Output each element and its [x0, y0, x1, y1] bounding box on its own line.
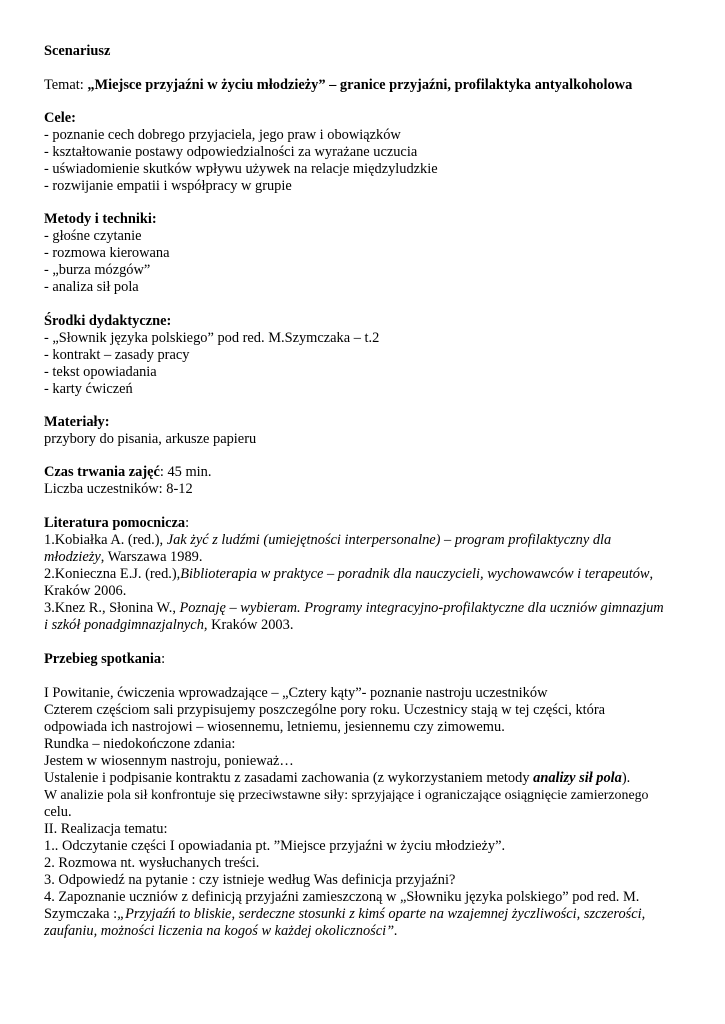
method-emphasis: analizy sił pola: [533, 770, 622, 786]
course-paragraph: W analizie pola sił konfrontuje się przeciwstawne siły: sprzyjające i ograniczające osiągnięcie zamierzonego: [44, 788, 649, 803]
literature-colon: :: [185, 515, 190, 531]
duration-value: : 45 min.: [159, 464, 212, 480]
literature-ref-2-cont: Kraków 2006.: [44, 583, 127, 599]
course-paragraph: 1.. Odczytanie części I opowiadania pt. ”Miejsce przyjaźni w życiu młodzieży”.: [44, 838, 506, 854]
literature-ref-3: 3.Knez R., Słonina W., Poznaję – wybieram. Programy integracyjno-profilaktyczne dla uczniów gimnazjum: [44, 600, 664, 616]
literature-ref-2: 2.Konieczna E.J. (red.),Biblioterapia w praktyce – poradnik dla nauczycieli, wychowawców i terapeutów,: [44, 566, 654, 582]
topic-label: Temat:: [44, 77, 88, 93]
course-paragraph: Rundka – niedokończone zdania:: [44, 736, 236, 752]
course-paragraph: Szymczaka :„Przyjaźń to bliskie, serdeczne stosunki z kimś oparte na wzajemnej życzliwości, szczerości,: [44, 906, 646, 922]
resource-item: - karty ćwiczeń: [44, 381, 133, 397]
goal-item: - uświadomienie skutków wpływu używek na relacje międzyludzkie: [44, 161, 438, 177]
method-item: - głośne czytanie: [44, 228, 142, 244]
literature-heading-line: [44, 515, 189, 532]
goal-item: - rozwijanie empatii i współpracy w grupie: [44, 178, 292, 194]
course-paragraph: 2. Rozmowa nt. wysłuchanych treści.: [44, 855, 260, 871]
literature-ref-1-cont: młodzieży, Warszawa 1989.: [44, 549, 203, 565]
topic-text: „Miejsce przyjaźni w życiu młodzieży” – granice przyjaźni, profilaktyka antyalkoholowa: [87, 77, 633, 93]
ref-2-title: Biblioterapia w praktyce – poradnik dla nauczycieli, wychowawców i terapeutów: [180, 566, 650, 582]
ref-1-title: Jak żyć z ludźmi (umiejętności interpersonalne) – program profilaktyczny dla: [166, 532, 612, 548]
course-paragraph: Ustalenie i podpisanie kontraktu z zasadami zachowania (z wykorzystaniem metody analizy sił pola).: [44, 770, 631, 786]
literature-ref-1: 1.Kobiałka A. (red.), Jak żyć z ludźmi (umiejętności interpersonalne) – program profilaktyczny dla: [44, 532, 612, 548]
course-paragraph: II. Realizacja tematu:: [44, 821, 168, 837]
course-paragraph: 3. Odpowiedź na pytanie : czy istnieje według Was definicja przyjaźni?: [44, 872, 456, 888]
course-paragraph: celu.: [44, 804, 72, 820]
course-paragraph: Jestem w wiosennym nastroju, ponieważ…: [44, 753, 294, 769]
course-paragraph: I Powitanie, ćwiczenia wprowadzające – „Cztery kąty”- poznanie nastroju uczestników: [44, 685, 548, 701]
method-item: - analiza sił pola: [44, 279, 139, 295]
definition-quote: „Przyjaźń to bliskie, serdeczne stosunki z kimś oparte na wzajemnej życzliwości, szczerości,: [117, 906, 646, 922]
definition-quote-cont: zaufaniu, możności liczenia na kogoś w każdej okoliczności”.: [44, 923, 398, 939]
ref-3-title: Poznaję – wybieram.: [179, 600, 301, 616]
method-item: - „burza mózgów”: [44, 262, 151, 278]
materials-heading: Materiały:: [44, 414, 110, 430]
document-title: Scenariusz: [44, 43, 111, 59]
course-paragraph: odpowiada ich nastrojowi – wiosennemu, letniemu, jesiennemu czy zimowemu.: [44, 719, 505, 735]
goals-heading: Cele:: [44, 110, 76, 126]
methods-heading: Metody i techniki:: [44, 211, 157, 227]
resource-item: - kontrakt – zasady pracy: [44, 347, 190, 363]
goal-item: - kształtowanie postawy odpowiedzialności za wyrażane uczucia: [44, 144, 418, 160]
goal-item: - poznanie cech dobrego przyjaciela, jego praw i obowiązków: [44, 127, 401, 143]
method-item: - rozmowa kierowana: [44, 245, 170, 261]
topic-line: [44, 77, 632, 94]
resources-heading: Środki dydaktyczne:: [44, 313, 172, 329]
materials-text: przybory do pisania, arkusze papieru: [44, 431, 257, 447]
course-heading-line: Przebieg spotkania:: [44, 651, 166, 667]
literature-heading: Literatura pomocnicza: [44, 515, 186, 531]
course-paragraph: Czterem częściom sali przypisujemy poszczególne pory roku. Uczestnicy stają w tej części, która: [44, 702, 606, 718]
course-paragraph: 4. Zapoznanie uczniów z definicją przyjaźni zamieszczoną w „Słowniku języka polskiego” pod red. M.: [44, 889, 640, 905]
resource-item: - „Słownik języka polskiego” pod red. M.Szymczaka – t.2: [44, 330, 380, 346]
duration-line: [44, 464, 211, 481]
literature-ref-3-cont: i szkół ponadgimnazjalnych, Kraków 2003.: [44, 617, 294, 633]
course-heading: Przebieg spotkania: [44, 651, 162, 667]
participants-line: Liczba uczestników: 8-12: [44, 481, 193, 497]
resource-item: - tekst opowiadania: [44, 364, 157, 380]
duration-label: Czas trwania zajęć: [44, 464, 160, 480]
